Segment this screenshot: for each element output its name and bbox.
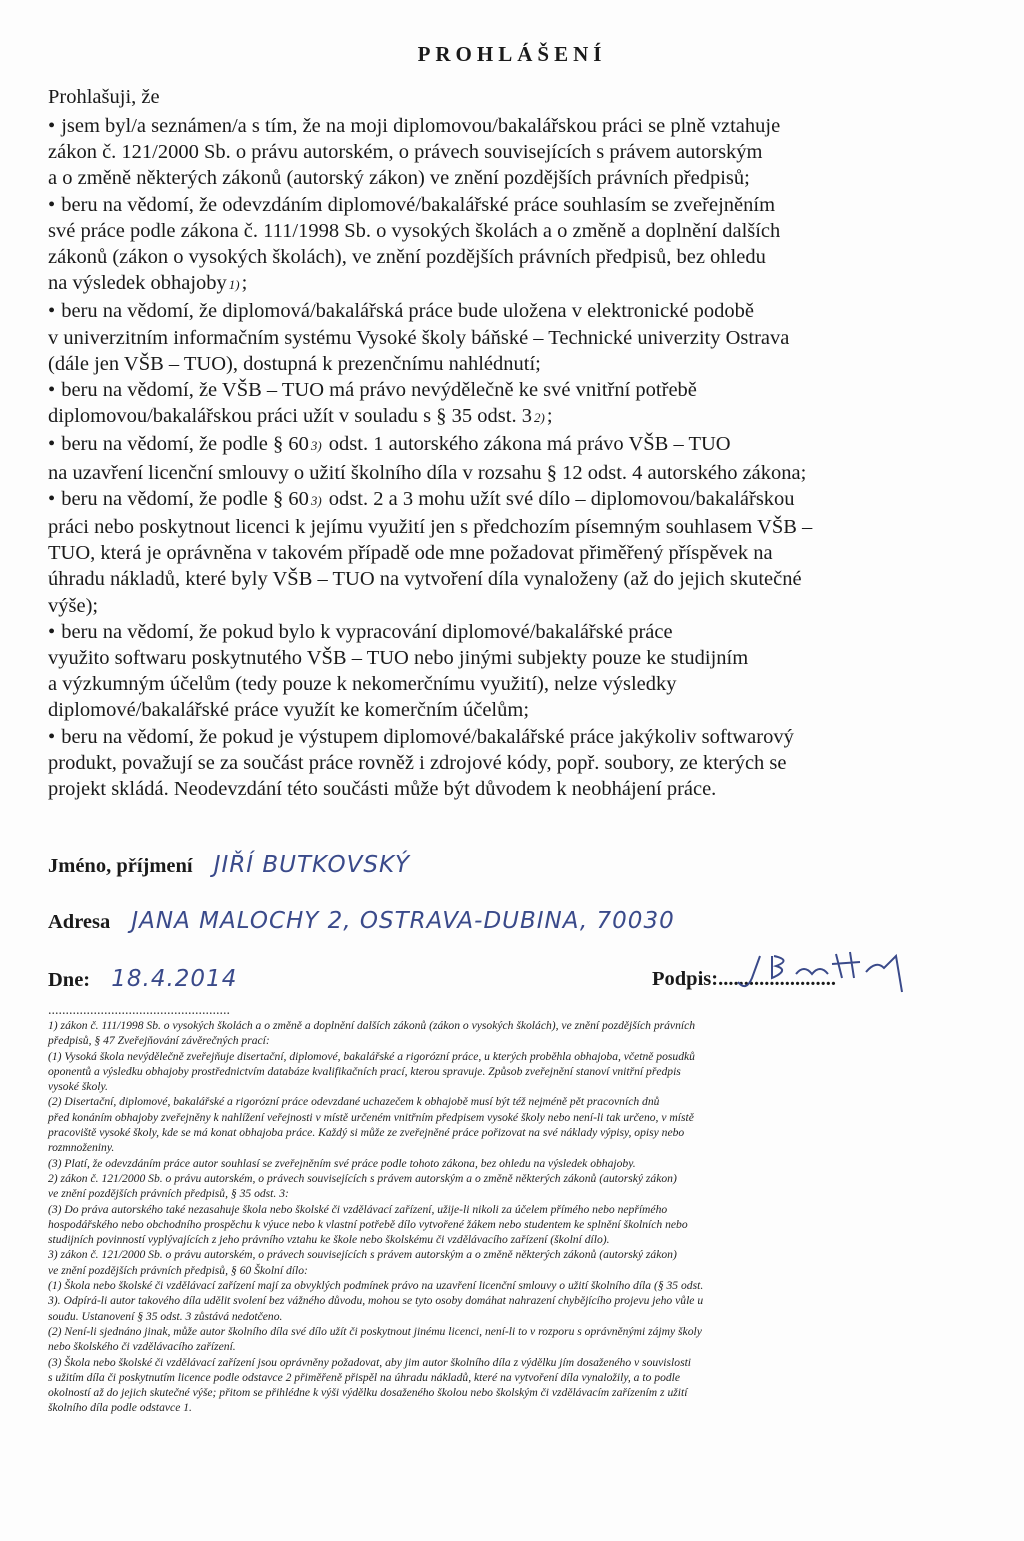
declaration-item (48, 377, 948, 431)
name-label: Jméno, příjmení (48, 855, 193, 877)
footnote-line: studijních povinností vyplývajících z jeho právního vztahu ke škole nebo školskému či vzdělávacího zařízení (školní dílo). (48, 1233, 610, 1247)
declaration-line (48, 619, 948, 645)
signature-dots: ....................... (718, 968, 836, 990)
declaration-text: své práce podle zákona č. 111/1998 Sb. o vysokých školách a o změně a doplnění dalších (48, 219, 781, 242)
declaration-line (48, 244, 948, 270)
footnote-ref: 3) (310, 492, 322, 508)
date-handwritten: 18.4.2014 (111, 966, 238, 992)
declaration-item (48, 619, 948, 724)
footnote-line: (2) Není-li sjednáno jinak, může autor školního díla své dílo užít či poskytnout jinému licenci, není-li to v rozporu s oprávněnými zájmy školy (48, 1324, 702, 1338)
declaration-text: práci nebo poskytnout licenci k jejímu využití jen s předchozím písemným souhlasem VŠB – (48, 516, 813, 539)
bullet-dot: • (48, 379, 56, 402)
declaration-bullets (48, 113, 948, 802)
declaration-text: diplomové/bakalářské práce využít ke komerčním účelům; (48, 699, 530, 722)
declaration-item (48, 431, 948, 485)
bullet-dot: • (48, 487, 56, 510)
declaration-text: ; (546, 405, 553, 428)
signature-label: Podpis: (652, 968, 719, 990)
footnote-line: okolností až do jejich skutečné výše; přitom se přihlédne k výši výdělku dosaženého školou nebo školským či vzdělávacím zařízením z užití (48, 1386, 688, 1400)
footnote-line: školního díla podle odstavce 1. (48, 1401, 192, 1415)
declaration-item (48, 486, 948, 619)
declaration-line (48, 139, 948, 165)
footnote-ref: 2) (533, 410, 545, 426)
address-handwritten: JANA MALOCHY 2, OSTRAVA-DUBINA, 70030 (131, 908, 675, 934)
declaration-line (48, 566, 948, 592)
declaration-line (48, 514, 948, 540)
declaration-line (48, 431, 948, 459)
footnote-line: soudu. Ustanovení § 35 odst. 3 zůstává nedotčeno. (48, 1309, 283, 1323)
declaration-line (48, 540, 948, 566)
name-handwritten: JIŘÍ BUTKOVSKÝ (213, 852, 411, 878)
declaration-line (48, 724, 948, 750)
declaration-text: beru na vědomí, že odevzdáním diplomové/bakalářské práce souhlasím se zveřejněním (61, 193, 776, 216)
bullet-dot: • (48, 620, 56, 643)
footnote-line: (3) Platí, že odevzdáním práce autor souhlasí se zveřejněním své práce podle tohoto zákona, bez ohledu na výsledek obhajoby. (48, 1156, 636, 1170)
bullet-dot: • (48, 193, 56, 216)
declaration-line (48, 403, 948, 431)
declaration-line (48, 298, 948, 324)
declaration-line (48, 460, 948, 486)
footnote-divider: .................................................... (48, 1003, 230, 1018)
footnote-line: 3) zákon č. 121/2000 Sb. o právu autorském, o právech souvisejících s právem autorským a o změně některých zákonů (autorský zákon) (48, 1248, 677, 1262)
address-label: Adresa (48, 911, 111, 933)
footnote-ref: 3) (310, 438, 322, 454)
declaration-text: ; (241, 272, 248, 295)
footnote-line: 1) zákon č. 111/1998 Sb. o vysokých školách a o změně a doplnění dalších zákonů (zákon o vysokých školách), ve znění pozdějších právních (48, 1019, 696, 1032)
name-row (48, 852, 410, 878)
declaration-line (48, 486, 948, 514)
declaration-text: úhradu nákladů, které byly VŠB – TUO na vytvoření díla vynaloženy (až do jejich skutečné (48, 568, 802, 591)
declaration-text: zákon č. 121/2000 Sb. o právu autorském, o právech souvisejících s právem autorským (48, 141, 763, 164)
footnote-line: vysoké školy. (48, 1080, 108, 1094)
signature-image (732, 948, 932, 998)
declaration-text: projekt skládá. Neodevzdání této součásti může být důvodem k neobhájení práce. (48, 778, 717, 801)
declaration-text: beru na vědomí, že podle § 60 (61, 433, 309, 456)
footnote-line: rozmnoženiny. (48, 1141, 115, 1155)
declaration-line (48, 165, 948, 191)
footnote-line: 2) zákon č. 121/2000 Sb. o právu autorském, o právech souvisejících s právem autorským a o změně některých zákonů (autorský zákon) (48, 1171, 677, 1185)
footnote-line: pracoviště vysoké školy, kde se má konat obhajoba práce. Každý si může ze zveřejněné práce pořizovat na své náklady výpisy, opisy nebo (48, 1126, 685, 1140)
date-row (48, 966, 237, 992)
declaration-item (48, 298, 948, 377)
declaration-line (48, 377, 948, 403)
declaration-text: beru na vědomí, že podle § 60 (61, 487, 309, 510)
declaration-text: jsem byl/a seznámen/a s tím, že na moji diplomovou/bakalářskou práci se plně vztahuje (61, 115, 781, 137)
declaration-line (48, 113, 948, 139)
footnote-line: hospodářského nebo obchodního prospěchu k výuce nebo k vlastní potřebě dílo vytvořené žákem nebo studentem ke splnění školních nebo (48, 1217, 688, 1231)
declaration-line (48, 776, 948, 802)
declaration-item (48, 192, 948, 299)
declaration-text: beru na vědomí, že pokud bylo k vypracování diplomové/bakalářské práce (61, 620, 673, 643)
declaration-text: a o změně některých zákonů (autorský zákon) ve znění pozdějších právních předpisů; (48, 167, 750, 190)
declaration-text: diplomovou/bakalářskou práci užít v souladu s § 35 odst. 3 (48, 405, 532, 428)
date-label: Dne: (48, 969, 91, 991)
declaration-line (48, 671, 948, 697)
footnote-line: před konáním obhajoby zveřejněny k nahlížení veřejnosti v místě určeném vnitřním předpisem vysoké školy nebo není-li tak určeno, v místě (48, 1110, 694, 1124)
declaration-text: produkt, považují se za součást práce rovněž i zdrojové kódy, popř. soubory, ze kterých se (48, 751, 787, 774)
declaration-line (48, 593, 948, 619)
declaration-line (48, 750, 948, 776)
declaration-text: beru na vědomí, že pokud je výstupem diplomové/bakalářské práce jakýkoliv softwarový (61, 725, 794, 748)
footnotes (48, 1018, 953, 1416)
declaration-text: beru na vědomí, že VŠB – TUO má právo nevýdělečně ke své vnitřní potřebě (61, 379, 697, 402)
declaration-line (48, 218, 948, 244)
declaration-line (48, 192, 948, 218)
footnote-line: předpisů, § 47 Zveřejňování závěrečných prací: (48, 1034, 270, 1048)
declaration-item (48, 113, 948, 192)
declaration-text: výše); (48, 594, 99, 617)
footnote-line: s užitím díla či poskytnutím licence podle odstavce 2 přiměřeně přispěl na úhradu nákladů, které na vytvoření díla vynaložily, a to podle (48, 1370, 681, 1384)
bullet-dot: • (48, 115, 56, 137)
address-row (48, 908, 675, 934)
bullet-dot: • (48, 433, 56, 456)
declaration-text: zákonů (zákon o vysokých školách), ve znění pozdějších právních předpisů, bez ohledu (48, 246, 766, 269)
footnote-line: (3) Do práva autorského také nezasahuje škola nebo školské či vzdělávací zařízení, užije-li nikoli za účelem přímého nebo nepřímého (48, 1202, 668, 1216)
declaration-text: beru na vědomí, že diplomová/bakalářská práce bude uložena v elektronické podobě (61, 300, 754, 323)
bullet-dot: • (48, 725, 56, 748)
footnote-line: (3) Škola nebo školské či vzdělávací zařízení jsou oprávněny požadovat, aby jim autor školního díla z výdělku jím dosaženého v souvislosti (48, 1355, 692, 1369)
footnote-line: ve znění pozdějších právních předpisů, § 60 Školní dílo: (48, 1263, 308, 1277)
declaration-text: a výzkumným účelům (tedy pouze k nekomerčnímu využití), nelze výsledky (48, 673, 677, 696)
declaration-text: (dále jen VŠB – TUO), dostupná k prezenčnímu nahlédnutí; (48, 352, 541, 375)
footnote-line: ve znění pozdějších právních předpisů, § 35 odst. 3: (48, 1187, 289, 1201)
bullet-dot: • (48, 300, 56, 323)
declaration-item (48, 724, 948, 803)
declaration-line (48, 325, 948, 351)
declaration-line (48, 697, 948, 723)
footnote-line: (1) Vysoká škola nevýdělečně zveřejňuje disertační, diplomové, bakalářské a rigorózní práce, u kterých proběhla obhajoba, včetně posudků (48, 1049, 695, 1063)
declaration-text: TUO, která je oprávněna v takovém případě ode mne požadovat přiměřený příspěvek na (48, 542, 773, 565)
declaration-text: v univerzitním informačním systému Vysoké školy báňské – Technické univerzity Ostrava (48, 326, 790, 349)
declaration-text: na výsledek obhajoby (48, 272, 227, 295)
footnote-line: (1) Škola nebo školské či vzdělávací zařízení mají za obvyklých podmínek právo na uzavření licenční smlouvy o užití školního díla (§ 35 odst. (48, 1279, 704, 1293)
footnote-line: 3). Odpírá-li autor takového díla udělit svolení bez vážného důvodu, mohou se tyto osoby domáhat nahrazení chybějícího projevu jeho vůle u (48, 1294, 704, 1308)
declaration-text: odst. 2 a 3 mohu užít své dílo – diplomovou/bakalářskou (323, 487, 795, 510)
declaration-line (48, 270, 948, 298)
footnote-ref: 1) (228, 277, 240, 293)
footnote-line: nebo školského či vzdělávacího zařízení. (48, 1340, 236, 1354)
footnote-line: oponentů a výsledku obhajoby prostřednictvím databáze kvalifikačních prací, kterou spravuje. Způsob zveřejnění stanoví vnitřní předpis (48, 1064, 681, 1078)
declaration-text: odst. 1 autorského zákona má právo VŠB – TUO (323, 433, 731, 456)
declaration-line (48, 645, 948, 671)
declaration-line (48, 351, 948, 377)
page-title: PROHLÁŠENÍ (417, 42, 607, 66)
declaration-text: na uzavření licenční smlouvy o užití školního díla v rozsahu § 12 odst. 4 autorského zákona; (48, 461, 807, 484)
footnote-line: (2) Disertační, diplomové, bakalářské a rigorózní práce odevzdané uchazečem k obhajobě musí být též nejméně pět pracovních dnů (48, 1095, 660, 1109)
intro-text: Prohlašuji, že (48, 86, 160, 108)
declaration-text: využito softwaru poskytnutého VŠB – TUO nebo jinými subjekty pouze ke studijním (48, 647, 749, 670)
